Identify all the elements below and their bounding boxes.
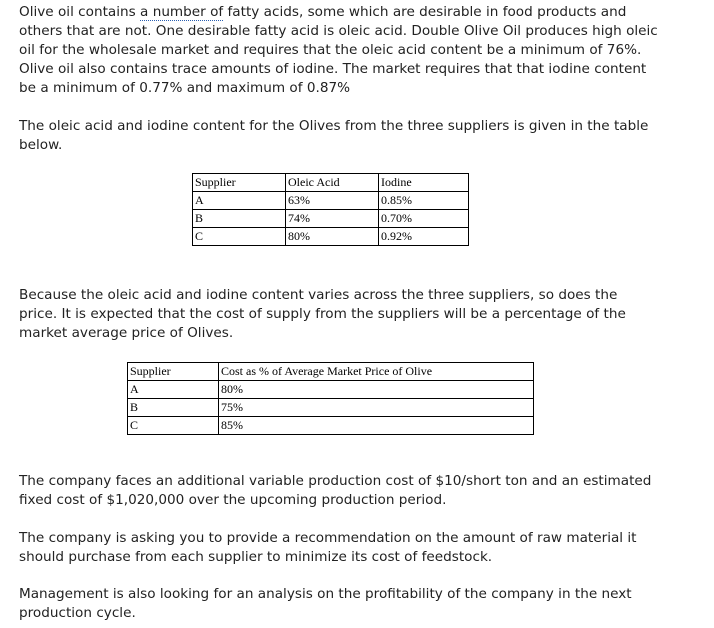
table-row: [128, 381, 534, 399]
intro-text-start: Olive oil contains: [19, 4, 141, 20]
cost-paragraph: The company faces an additional variable production cost of $10/short ton and an estimated fixed cost of $1,020,000 over the upcoming production period.: [19, 473, 652, 508]
table-header-row: [128, 363, 534, 381]
oleic-iodine-table: [192, 173, 469, 246]
table-row: [193, 228, 469, 246]
intro-text-rest: fatty acids, some which are desirable in food products and others that are not. One desirable fatty acid is oleic acid. Double Olive Oil produces high oleic oil for the wholesale market and requires that the oleic acid content be a minimum of 76%. Olive oil also contains trace amounts of iodine. The market requires that that iodine content be a minimum of 0.77% and maximum of 0.87%: [19, 4, 658, 96]
table-row: [128, 399, 534, 417]
flagged-phrase[interactable]: a number of: [140, 4, 224, 20]
supplier-cell: A: [193, 192, 286, 210]
cost-percentage-table: [127, 362, 534, 435]
cost-percentage-cell: 85%: [219, 417, 534, 435]
request-paragraph: The company is asking you to provide a recommendation on the amount of raw material it should purchase from each supplier to minimize its cost of feedstock.: [19, 530, 637, 565]
table-row: [193, 210, 469, 228]
header-supplier: Supplier: [193, 174, 286, 192]
oleic-acid-cell: 80%: [286, 228, 379, 246]
supplier-cell: C: [128, 417, 219, 435]
table-header-row: [193, 174, 469, 192]
header-supplier: Supplier: [128, 363, 219, 381]
supplier-cell: B: [193, 210, 286, 228]
supplier-cell: A: [128, 381, 219, 399]
cost-percentage-cell: 75%: [219, 399, 534, 417]
header-oleic-acid: Oleic Acid: [286, 174, 379, 192]
table-row: [193, 192, 469, 210]
supplier-cell: B: [128, 399, 219, 417]
supplier-cell: C: [193, 228, 286, 246]
intro-paragraph: [19, 3, 659, 98]
header-iodine: Iodine: [379, 174, 469, 192]
table-row: [128, 417, 534, 435]
oleic-acid-cell: 63%: [286, 192, 379, 210]
table1-intro-paragraph: The oleic acid and iodine content for the Olives from the three suppliers is given in the table below.: [19, 118, 649, 153]
price-paragraph: Because the oleic acid and iodine content varies across the three suppliers, so does the price. It is expected that the cost of supply from the suppliers will be a percentage of the market average price of Olives.: [19, 287, 626, 341]
iodine-cell: 0.85%: [379, 192, 469, 210]
oleic-acid-cell: 74%: [286, 210, 379, 228]
cost-percentage-cell: 80%: [219, 381, 534, 399]
iodine-cell: 0.92%: [379, 228, 469, 246]
header-cost-percentage: Cost as % of Average Market Price of Olive: [219, 363, 534, 381]
management-paragraph: Management is also looking for an analysis on the profitability of the company in the next production cycle.: [19, 586, 632, 621]
iodine-cell: 0.70%: [379, 210, 469, 228]
